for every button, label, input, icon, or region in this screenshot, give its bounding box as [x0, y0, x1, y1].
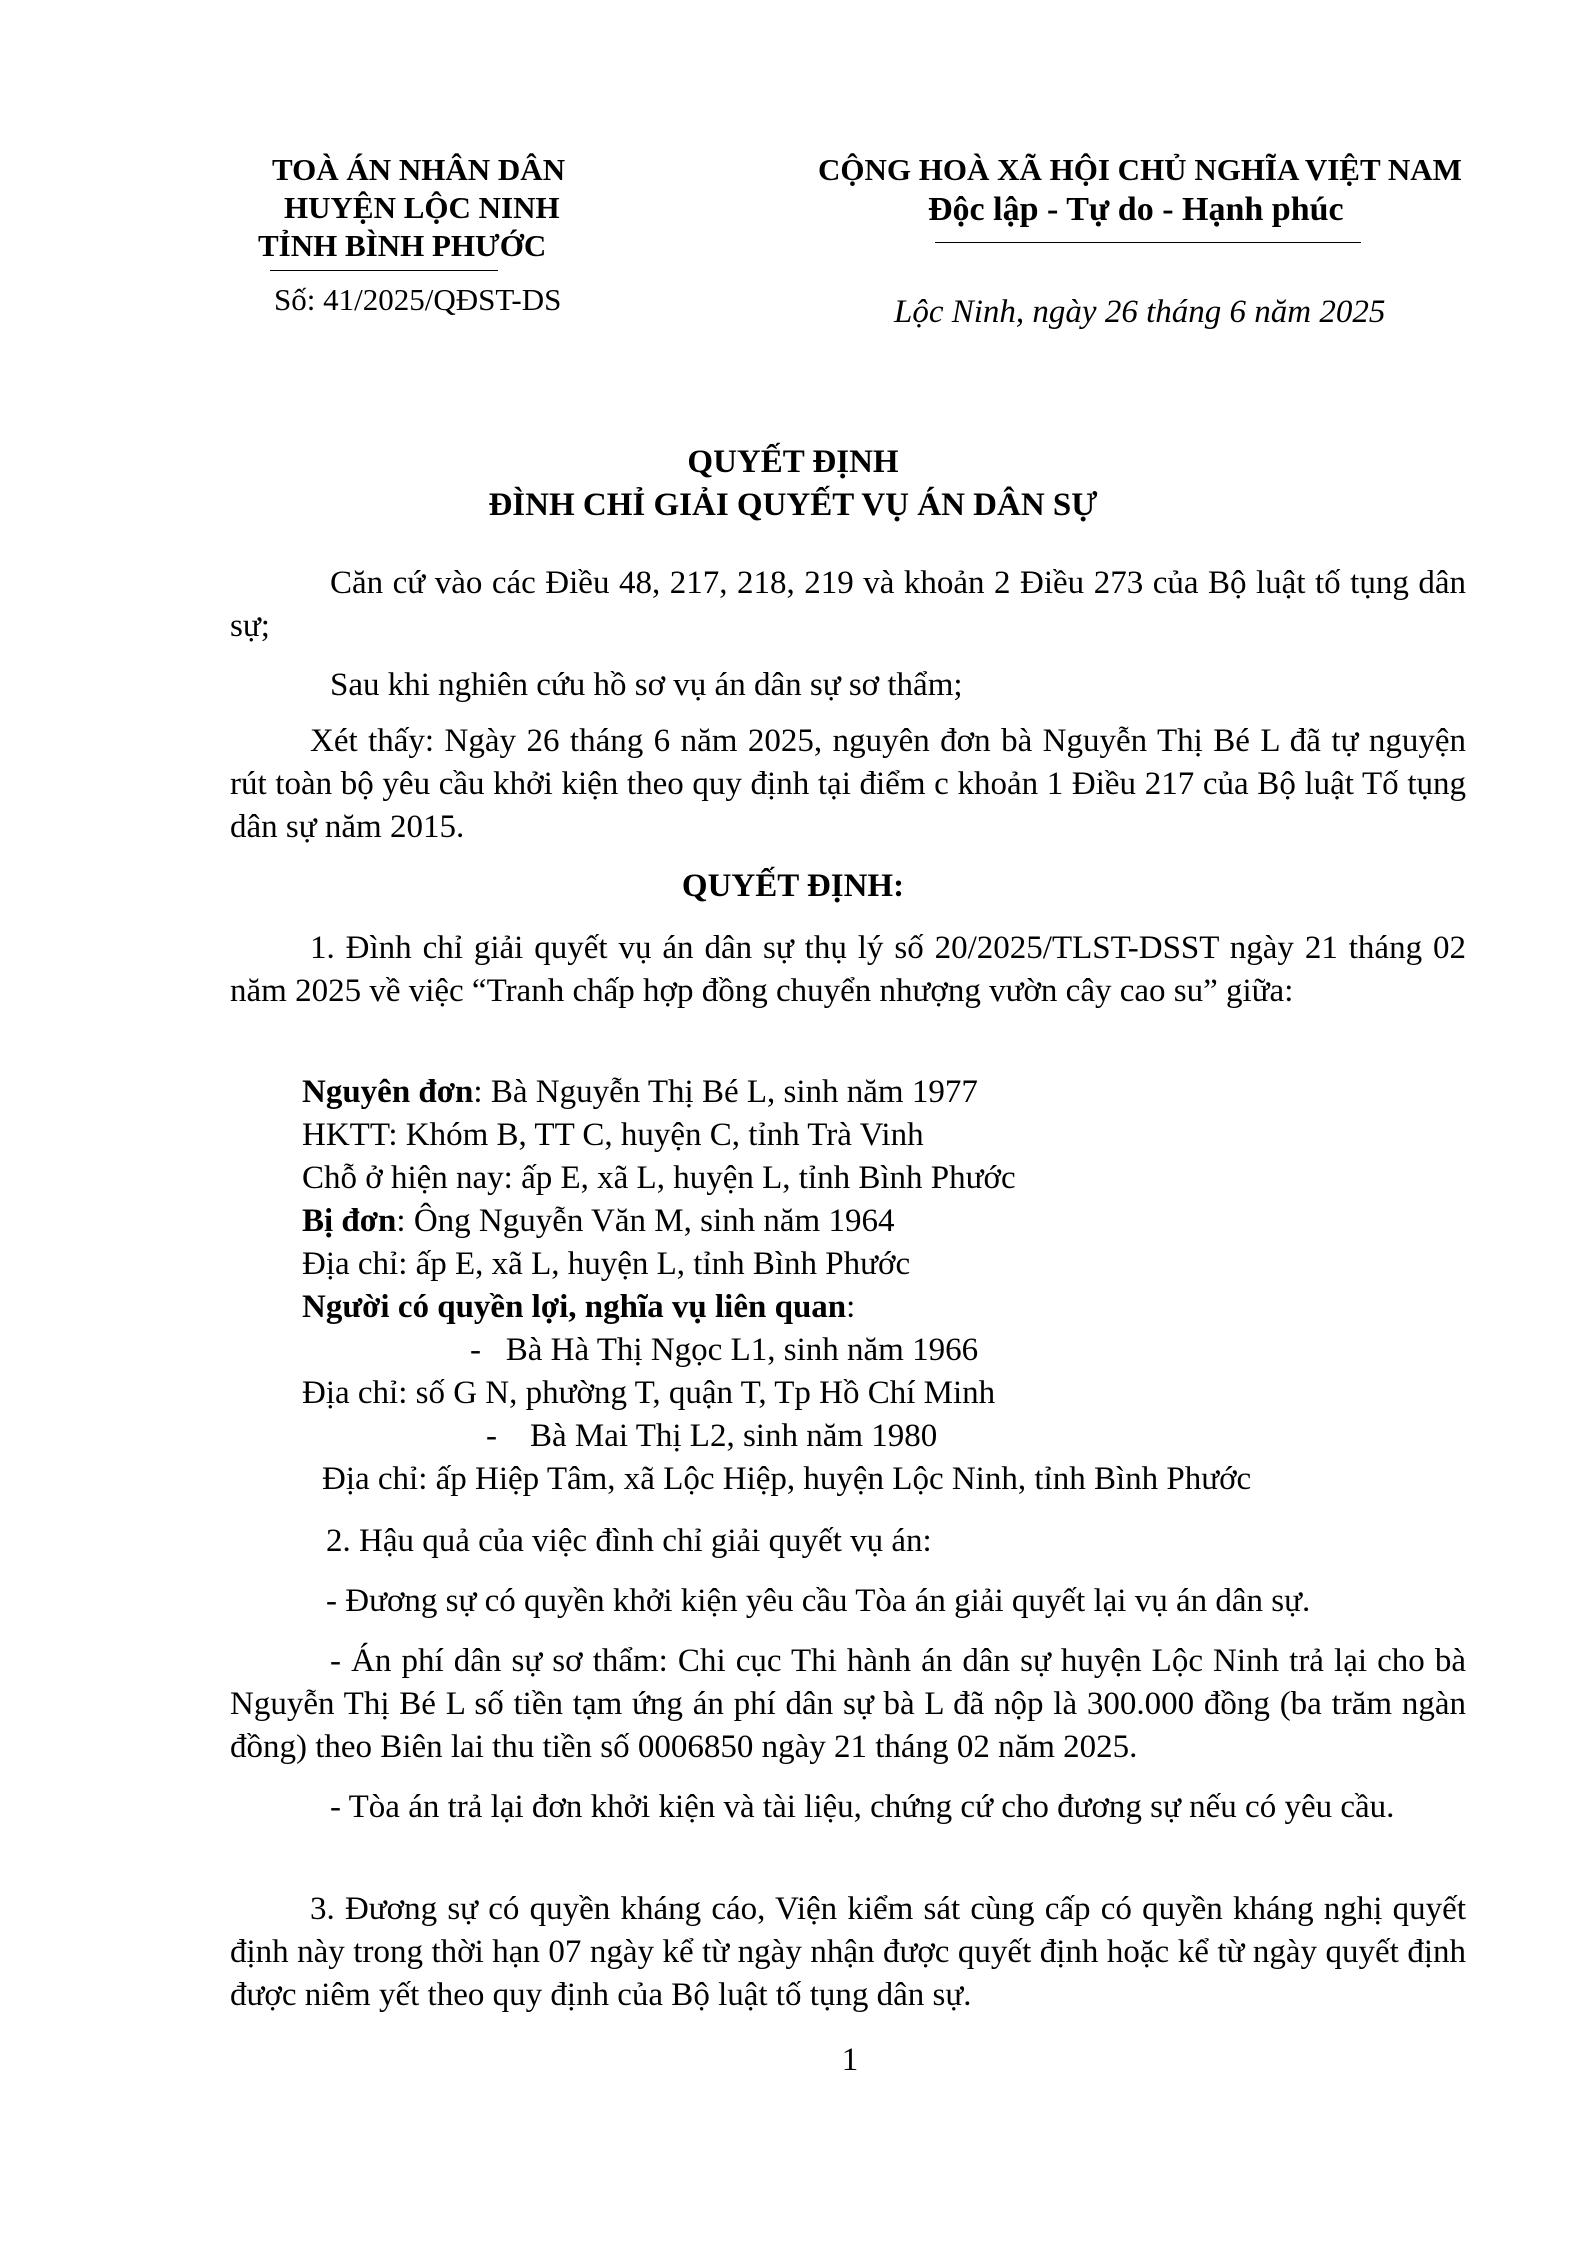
decision-item-1: 1. Đình chỉ giải quyết vụ án dân sự thụ lý số 20/2025/TLST-DSST ngày 21 tháng 02 năm 2025 về việc “Tranh chấp hợp đồng chuyển nhượng vườn cây cao su” giữa:: [230, 930, 1466, 1009]
consequences-heading: 2. Hậu quả của việc đình chỉ giải quyết vụ án:: [326, 1523, 932, 1559]
country-name: CỘNG HOÀ XÃ HỘI CHỦ NGHĨA VIỆT NAM: [818, 152, 1462, 187]
plaintiff-current-residence: Chỗ ở hiện nay: ấp E, xã L, huyện L, tỉnh Bình Phước: [302, 1160, 1016, 1196]
appeal-rights-paragraph: 3. Đương sự có quyền kháng cáo, Viện kiểm sát cùng cấp có quyền kháng nghị quyết định này trong thời hạn 07 ngày kể từ ngày nhận được quyết định hoặc kể từ ngày quyết định được niêm yết theo quy định của Bộ luật tố tụng dân sự.: [230, 1891, 1466, 2013]
document-subtitle: ĐÌNH CHỈ GIẢI QUYẾT VỤ ÁN DÂN SỰ: [488, 487, 1098, 523]
court-province: TỈNH BÌNH PHƯỚC: [258, 228, 547, 263]
related-parties-label: Người có quyền lợi, nghĩa vụ liên quan: [302, 1289, 847, 1325]
defendant-info: : Ông Nguyễn Văn M, sinh năm 1964: [396, 1203, 895, 1239]
related-person-2: - Bà Mai Thị L2, sinh năm 1980: [486, 1418, 938, 1454]
consequence-refile: - Đương sự có quyền khởi kiện yêu cầu Tòa án giải quyết lại vụ án dân sự.: [326, 1583, 1311, 1619]
document-date: Lộc Ninh, ngày 26 tháng 6 năm 2025: [894, 294, 1386, 330]
consideration-paragraph: Xét thấy: Ngày 26 tháng 6 năm 2025, nguyên đơn bà Nguyễn Thị Bé L đã tự nguyện rút toàn bộ yêu cầu khởi kiện theo quy định tại điểm c khoản 1 Điều 217 của Bộ luật Tố tụng dân sự năm 2015.: [230, 723, 1466, 845]
plaintiff-info: : Bà Nguyễn Thị Bé L, sinh năm 1977: [473, 1074, 978, 1110]
legal-basis-paragraph: Căn cứ vào các Điều 48, 217, 218, 219 và khoản 2 Điều 273 của Bộ luật tố tụng dân sự;: [230, 565, 1466, 644]
related-person-1: - Bà Hà Thị Ngọc L1, sinh năm 1966: [470, 1332, 979, 1368]
related-person-2-address: Địa chỉ: ấp Hiệp Tâm, xã Lộc Hiệp, huyện Lộc Ninh, tỉnh Bình Phước: [322, 1461, 1252, 1497]
decision-heading: QUYẾT ĐỊNH:: [681, 868, 905, 904]
consequence-court-fee: - Án phí dân sự sơ thẩm: Chi cục Thi hành án dân sự huyện Lộc Ninh trả lại cho bà Nguyễn Thị Bé L số tiền tạm ứng án phí dân sự bà L đã nộp là 300.000 đồng (ba trăm ngàn đồng) theo Biên lai thu tiền số 0006850 ngày 21 tháng 02 năm 2025.: [230, 1643, 1466, 1765]
related-person-1-address: Địa chỉ: số G N, phường T, quận T, Tp Hồ Chí Minh: [302, 1375, 996, 1411]
review-paragraph: Sau khi nghiên cứu hồ sơ vụ án dân sự sơ thẩm;: [330, 667, 963, 703]
court-name: TOÀ ÁN NHÂN DÂN: [272, 152, 566, 187]
plaintiff-label: Nguyên đơn: [302, 1074, 474, 1110]
national-motto: Độc lập - Tự do - Hạnh phúc: [928, 191, 1344, 228]
decision-number: Số: 41/2025/QĐST-DS: [274, 282, 562, 317]
related-parties-colon: :: [846, 1289, 856, 1325]
defendant-line: [302, 1200, 894, 1243]
page-number: 1: [841, 2042, 859, 2078]
defendant-address: Địa chỉ: ấp E, xã L, huyện L, tỉnh Bình Phước: [302, 1246, 911, 1282]
consequence-return-documents: - Tòa án trả lại đơn khởi kiện và tài liệu, chứng cứ cho đương sự nếu có yêu cầu.: [330, 1789, 1395, 1825]
left-header-rule: [270, 270, 498, 271]
right-header-rule: [935, 242, 1361, 243]
defendant-label: Bị đơn: [302, 1203, 397, 1239]
related-parties-line: [302, 1286, 855, 1329]
document-title: QUYẾT ĐỊNH: [687, 444, 899, 480]
plaintiff-registered-address: HKTT: Khóm B, TT C, huyện C, tỉnh Trà Vinh: [302, 1117, 924, 1153]
plaintiff-line: [302, 1071, 978, 1114]
court-district: HUYỆN LỘC NINH: [284, 190, 560, 225]
